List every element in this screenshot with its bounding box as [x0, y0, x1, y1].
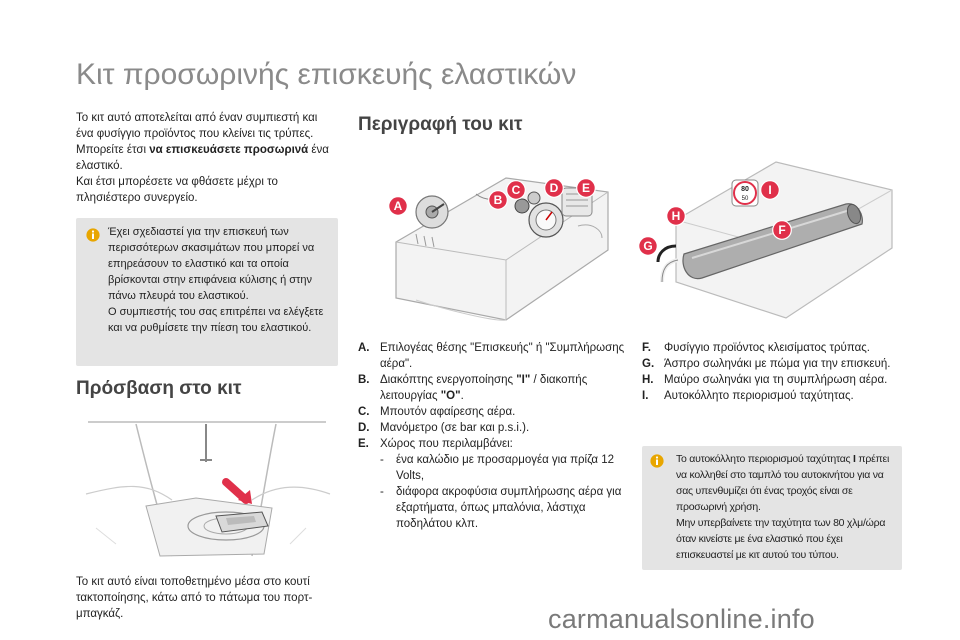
- list-key: F.: [642, 342, 651, 354]
- list-value: Διακόπτης ενεργοποίησης "I" / διακοπής λειτουργίας "O".: [380, 374, 588, 402]
- badge-a-label: A: [393, 199, 403, 214]
- list-item: [358, 436, 626, 452]
- badge-f-label: F: [778, 223, 786, 238]
- list-value: Μπουτόν αφαίρεσης αέρα.: [380, 406, 516, 418]
- badge-h: [666, 206, 686, 226]
- sub-dash: -: [380, 454, 384, 466]
- sub-text: ένα καλώδιο με προσαρμογέα για πρίζα 12 Volts,: [396, 454, 615, 482]
- page-title: Κιτ προσωρινής επισκευής ελαστικών: [76, 58, 577, 91]
- intro-text-2: ένα ελαστικό.: [76, 144, 329, 172]
- info-box-right: [642, 446, 902, 570]
- badge-d-label: D: [549, 181, 559, 196]
- list-item: [358, 420, 626, 436]
- list-value: Φυσίγγιο προϊόντος κλεισίματος τρύπας.: [664, 342, 871, 354]
- info-left-p1: Έχει σχεδιαστεί για την επισκευή των περισσότερων σκασιμάτων που μπορεί να επηρεάσουν το ελαστικό και τα οποία βρίσκονται στην επιφάνεια κύλισης ή στην πάνω πλευρά του ελαστικού.: [108, 226, 315, 302]
- list-item: [642, 372, 904, 388]
- list-value: Μανόμετρο (σε bar και p.s.i.).: [380, 422, 530, 434]
- info-left-text: [108, 224, 330, 336]
- sub-list-item: [380, 452, 626, 484]
- compressor-drawing: [356, 150, 622, 330]
- list-value: Άσπρο σωληνάκι με πώμα για την επισκευή.: [664, 358, 891, 370]
- info-left-p2: Ο συμπιεστής του σας επιτρέπει να ελέγξετε και να ρυθμίσετε την πίεση του ελαστικού.: [108, 306, 324, 334]
- intro-text-1: Το κιτ αυτό αποτελείται από έναν συμπιεστή και ένα φυσίγγιο προϊόντος που κλείνει τις τρύπες. Μπορείτε έτσι: [76, 112, 318, 156]
- list-key: B.: [358, 374, 370, 386]
- badge-a: [388, 196, 408, 216]
- kit-illustration-cartridge: [636, 150, 906, 330]
- list-key: I.: [642, 390, 649, 402]
- badge-i: [760, 180, 780, 200]
- watermark: carmanualsonline.info: [548, 604, 815, 634]
- trunk-illustration: [76, 404, 338, 564]
- list-item: [358, 372, 626, 404]
- info-right-p1: Το αυτοκόλλητο περιορισμού ταχύτητας I πρέπει να κολληθεί στο ταμπλό του αυτοκινήτου για να σας υπενθυμίζει ότι ένας τροχός είναι σε προσωρινή χρήση.: [676, 453, 890, 513]
- sub-list-item: [380, 484, 626, 532]
- badge-e: [576, 178, 596, 198]
- legend-list-left: [358, 340, 626, 532]
- badge-b-label: B: [493, 193, 503, 208]
- intro-bold: να επισκευάσετε προσωρινά: [149, 144, 309, 156]
- sub-list: [358, 452, 626, 532]
- intro-paragraph: [76, 110, 338, 206]
- list-item: [642, 388, 904, 404]
- list-key: D.: [358, 422, 370, 434]
- sticker-top-label: 80: [741, 186, 749, 193]
- sub-text: διάφορα ακροφύσια συμπλήρωσης αέρα για εξαρτήματα, όπως μπαλόνια, λάστιχα ποδηλάτου κλπ.: [396, 486, 622, 530]
- badge-g: [638, 236, 658, 256]
- badge-i-label: I: [768, 183, 772, 198]
- sticker-bottom-label: 50: [741, 196, 749, 202]
- info-icon: [86, 228, 100, 242]
- trunk-drawing: [76, 404, 338, 564]
- badge-e-label: E: [581, 181, 591, 196]
- list-key: C.: [358, 406, 370, 418]
- list-value: Χώρος που περιλαμβάνει:: [380, 438, 513, 450]
- intro-text-3: Και έτσι μπορέσετε να φθάσετε μέχρι το πλησιέστερο συνεργείο.: [76, 176, 278, 204]
- description-heading: Περιγραφή του κιτ: [358, 114, 523, 135]
- list-key: H.: [642, 374, 654, 386]
- info-right-p2: Μην υπερβαίνετε την ταχύτητα των 80 χλμ/ώρα όταν κινείστε με ένα ελαστικό που έχει επισκευαστεί με κιτ αυτού του τύπου.: [676, 517, 886, 561]
- list-item: [642, 356, 904, 372]
- kit-illustration-compressor: [356, 150, 622, 330]
- list-key: A.: [358, 342, 370, 354]
- badge-h-label: H: [671, 209, 681, 224]
- badge-d: [544, 178, 564, 198]
- access-heading: Πρόσβαση στο κιτ: [76, 378, 242, 399]
- badge-g-label: G: [643, 239, 653, 254]
- sub-dash: -: [380, 486, 384, 498]
- info-box-left: [76, 218, 338, 366]
- info-icon: [650, 454, 664, 468]
- list-key: E.: [358, 438, 369, 450]
- badge-f: [772, 220, 792, 240]
- info-right-text: [676, 451, 898, 563]
- list-value: Αυτοκόλλητο περιορισμού ταχύτητας.: [664, 390, 854, 402]
- list-item: [358, 340, 626, 372]
- list-item: [358, 404, 626, 420]
- list-value: Επιλογέας θέσης "Επισκευής" ή "Συμπλήρωσης αέρα".: [380, 342, 625, 370]
- badge-c: [506, 180, 526, 200]
- badge-b: [488, 190, 508, 210]
- access-text: Το κιτ αυτό είναι τοποθετημένο μέσα στο κουτί τακτοποίησης, κάτω από το πάτωμα του πορτ-μπαγκάζ.: [76, 576, 313, 620]
- legend-list-right: [642, 340, 904, 404]
- list-item: [642, 340, 904, 356]
- badge-c-label: C: [511, 183, 521, 198]
- cartridge-drawing: [636, 150, 906, 330]
- list-value: Μαύρο σωληνάκι για τη συμπλήρωση αέρα.: [664, 374, 888, 386]
- list-key: G.: [642, 358, 655, 370]
